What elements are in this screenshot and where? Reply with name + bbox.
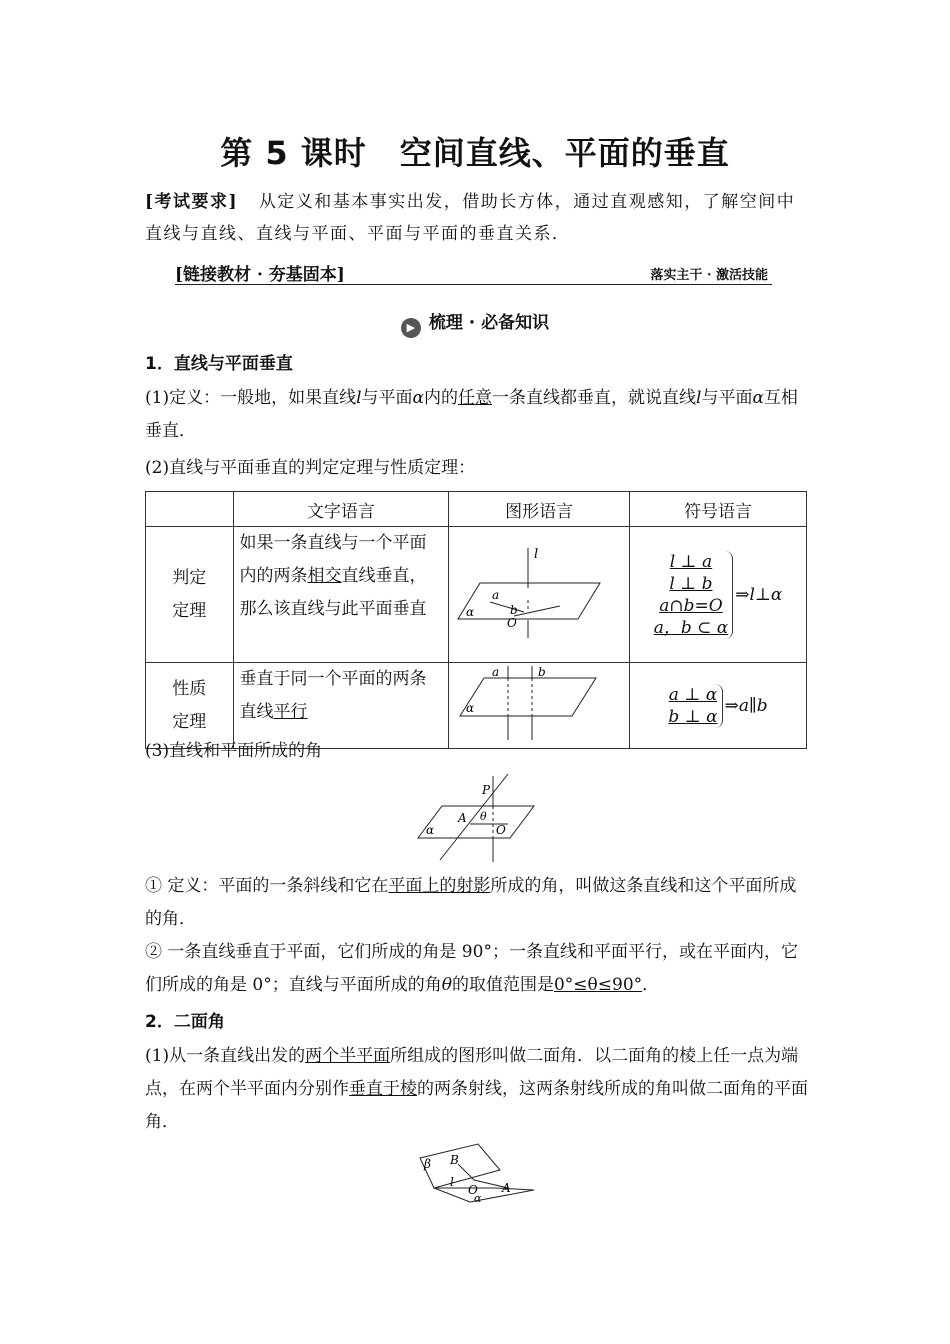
- label-l: l: [450, 1175, 454, 1189]
- text: 内的: [424, 388, 459, 408]
- label-P: P: [482, 783, 491, 797]
- heading-dihedral: 2．二面角: [145, 1012, 225, 1032]
- underlined-term: 任意: [458, 388, 493, 408]
- table-header: 符号语言: [630, 492, 807, 527]
- symbol-cell: a ⊥ α b ⊥ α ⇒a∥b: [630, 663, 807, 749]
- label-alpha: α: [466, 605, 475, 619]
- table-header: 文字语言: [233, 492, 449, 527]
- label-alpha: α: [426, 823, 435, 837]
- label-b: b: [510, 603, 518, 617]
- var-l: l: [356, 388, 362, 408]
- bar-left-label: [链接教材 · 夯基固本]: [175, 265, 345, 285]
- text: 与平面: [701, 388, 753, 408]
- label-A: A: [458, 811, 467, 825]
- requirement-text: 从定义和基本事实出发，借助长方体，通过直观感知，了解空间中直线与直线、直线与平面、平面与平面的垂直关系．: [145, 192, 796, 244]
- text: 一条直线都垂直，就说直线: [492, 388, 697, 408]
- var-alpha: α: [752, 388, 764, 408]
- label-beta: β: [424, 1157, 431, 1171]
- label-l: l: [534, 547, 539, 562]
- var-alpha: α: [412, 388, 425, 408]
- label-A: A: [502, 1181, 511, 1195]
- text: (1)定义：一般地，如果直线: [145, 388, 357, 408]
- theorem-intro: (2)直线与平面垂直的判定定理与性质定理：: [145, 458, 476, 478]
- heading-line-plane: 1．直线与平面垂直: [145, 354, 293, 374]
- perpendicular-criterion-figure: [450, 528, 628, 656]
- perpendicular-property-figure: [450, 664, 628, 742]
- table-row: [146, 527, 807, 663]
- requirement-tag: [考试要求]: [145, 192, 239, 212]
- row-text: 垂直于同一个平面的两条直线平行: [233, 663, 449, 749]
- text: 与平面: [361, 388, 413, 408]
- section-heading: [0, 308, 950, 338]
- exam-requirement: [145, 186, 810, 250]
- page-title: 第 5 课时 空间直线、平面的垂直: [220, 134, 730, 172]
- row-label: 判定定理: [146, 527, 234, 663]
- bar-right-label: 落实主干 · 激活技能: [650, 268, 768, 283]
- table-header: [146, 492, 234, 527]
- theorem-table: [145, 491, 807, 749]
- line-plane-angle-figure: [410, 772, 540, 864]
- section-title: 梳理 · 必备知识: [428, 313, 550, 333]
- symbol-cell: l ⊥ a l ⊥ b a∩b=O a，b ⊂ α ⇒l⊥α: [630, 527, 807, 663]
- row-text: 如果一条直线与一个平面内的两条相交直线垂直，那么该直线与此平面垂直: [233, 527, 449, 663]
- table-header-row: [146, 492, 807, 527]
- dihedral-definition: (1)从一条直线出发的两个半平面所组成的图形叫做二面角．以二面角的棱上任一点为端点，在两个半平面内分别作垂直于棱的两条射线，这两条射线所成的角叫做二面角的平面角．: [145, 1046, 808, 1132]
- label-O: O: [468, 1183, 478, 1197]
- label-a: a: [492, 588, 500, 602]
- row-label: 性质定理: [146, 663, 234, 749]
- var-l: l: [696, 388, 702, 408]
- label-alpha: α: [466, 701, 475, 715]
- angle-heading: (3)直线和平面所成的角: [145, 741, 323, 761]
- angle-range: ② 一条直线垂直于平面，它们所成的角是 90°；一条直线和平面平行，或在平面内，它们所成的角是 0°；直线与平面所成的角θ的取值范围是0°≤θ≤90°．: [145, 942, 798, 995]
- label-alpha: α: [474, 1192, 482, 1205]
- label-O: O: [496, 823, 506, 837]
- definition-paragraph: [145, 382, 810, 448]
- table-header: 图形语言: [449, 492, 630, 527]
- angle-definition: ① 定义：平面的一条斜线和它在平面上的射影所成的角，叫做这条直线和这个平面所成的角．: [145, 876, 797, 929]
- label-O: O: [507, 616, 517, 630]
- label-b: b: [538, 665, 546, 679]
- dihedral-angle-figure: [412, 1138, 538, 1208]
- label-a: a: [492, 665, 500, 679]
- play-icon: ▶: [401, 318, 421, 338]
- figure-cell: [449, 527, 630, 663]
- section-bar: [175, 262, 772, 285]
- text: 互相垂直．: [145, 388, 798, 441]
- label-theta: θ: [480, 810, 487, 823]
- label-B: B: [450, 1153, 459, 1167]
